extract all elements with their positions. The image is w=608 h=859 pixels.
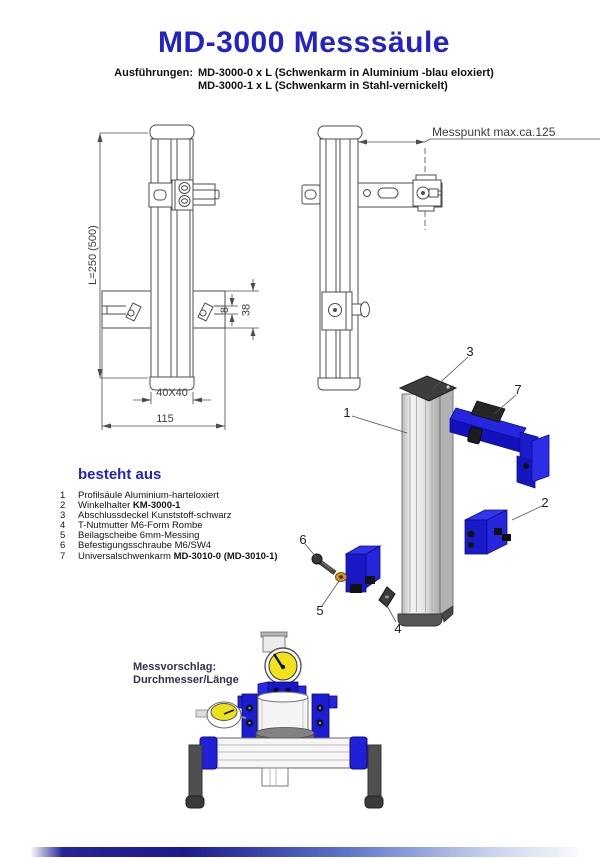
subtitle-label: Ausführungen: [114, 67, 193, 79]
dim-length [87, 133, 148, 378]
dim-label-base-height: 38 [240, 303, 253, 317]
page-title: MD-3000 Messsäule [158, 26, 450, 59]
measurement-line1: Messvorschlag: [133, 661, 217, 673]
variant-1: MD-3000-1 x L (Schwenkarm in Stahl-vernickelt) [197, 79, 448, 92]
callout-5: 5 [316, 603, 324, 618]
part-row-3: 3 Abschlussdeckel Kunststoff-schwarz [60, 510, 232, 522]
parts-heading: besteht aus [78, 466, 162, 483]
part-row-7: 7 Universalschwenkarm MD-3010-0 (MD-3010-1) [60, 550, 278, 562]
callout-7: 7 [514, 382, 522, 397]
front-view-drawing [85, 112, 290, 457]
part-row-4: 4 T-Nutmutter M6-Form Rombe [60, 520, 203, 532]
variant-list [198, 67, 494, 92]
profile-column-front [150, 125, 194, 390]
profile-column-3d [398, 376, 456, 626]
swivel-arm-3d [450, 401, 549, 488]
base-beam [200, 737, 367, 786]
dim-label-messpunkt: Messpunkt max.ca.125 [432, 125, 556, 139]
callout-6: 6 [299, 532, 307, 547]
dim-label-length: L=250 (500) [87, 225, 99, 285]
clamp-right-blue [312, 694, 337, 738]
page-header [0, 0, 608, 92]
dim-label-base-width: 115 [156, 413, 174, 425]
parts-list [60, 466, 360, 562]
callout-4: 4 [394, 621, 402, 636]
part-row-2: 2 Winkelhalter KM-3000-1 [60, 500, 181, 512]
callout-3: 3 [466, 344, 474, 359]
clamp-block-side [322, 292, 370, 330]
variant-0: MD-3000-0 x L (Schwenkarm in Aluminium -blau eloxiert) [197, 67, 494, 79]
subtitle [0, 67, 608, 92]
part-row-6: 6 Befestigungsschraube M6/SW4 [60, 540, 212, 552]
dim-messpunkt [358, 125, 600, 145]
footer-divider [30, 847, 578, 857]
part-row-1: 1 Profilsäule Aluminium-harteloxiert [60, 490, 219, 501]
angle-holder-right-3d [465, 510, 511, 554]
measurement-line2: Durchmesser/Länge [133, 673, 239, 686]
part-row-5: 5 Beilagscheibe 6mm-Messing [60, 530, 200, 542]
callout-1: 1 [343, 405, 351, 420]
swivel-arm-clamp-front [149, 180, 219, 210]
measurement-setup-3d [120, 630, 430, 820]
brass-washer-3d [336, 573, 347, 582]
dim-profile [133, 387, 211, 404]
callout-2: 2 [541, 495, 549, 510]
dim-label-profile: 40X40 [156, 387, 188, 399]
dim-label-slot-height: 8 [219, 306, 231, 314]
t-nut-3d [379, 587, 395, 607]
